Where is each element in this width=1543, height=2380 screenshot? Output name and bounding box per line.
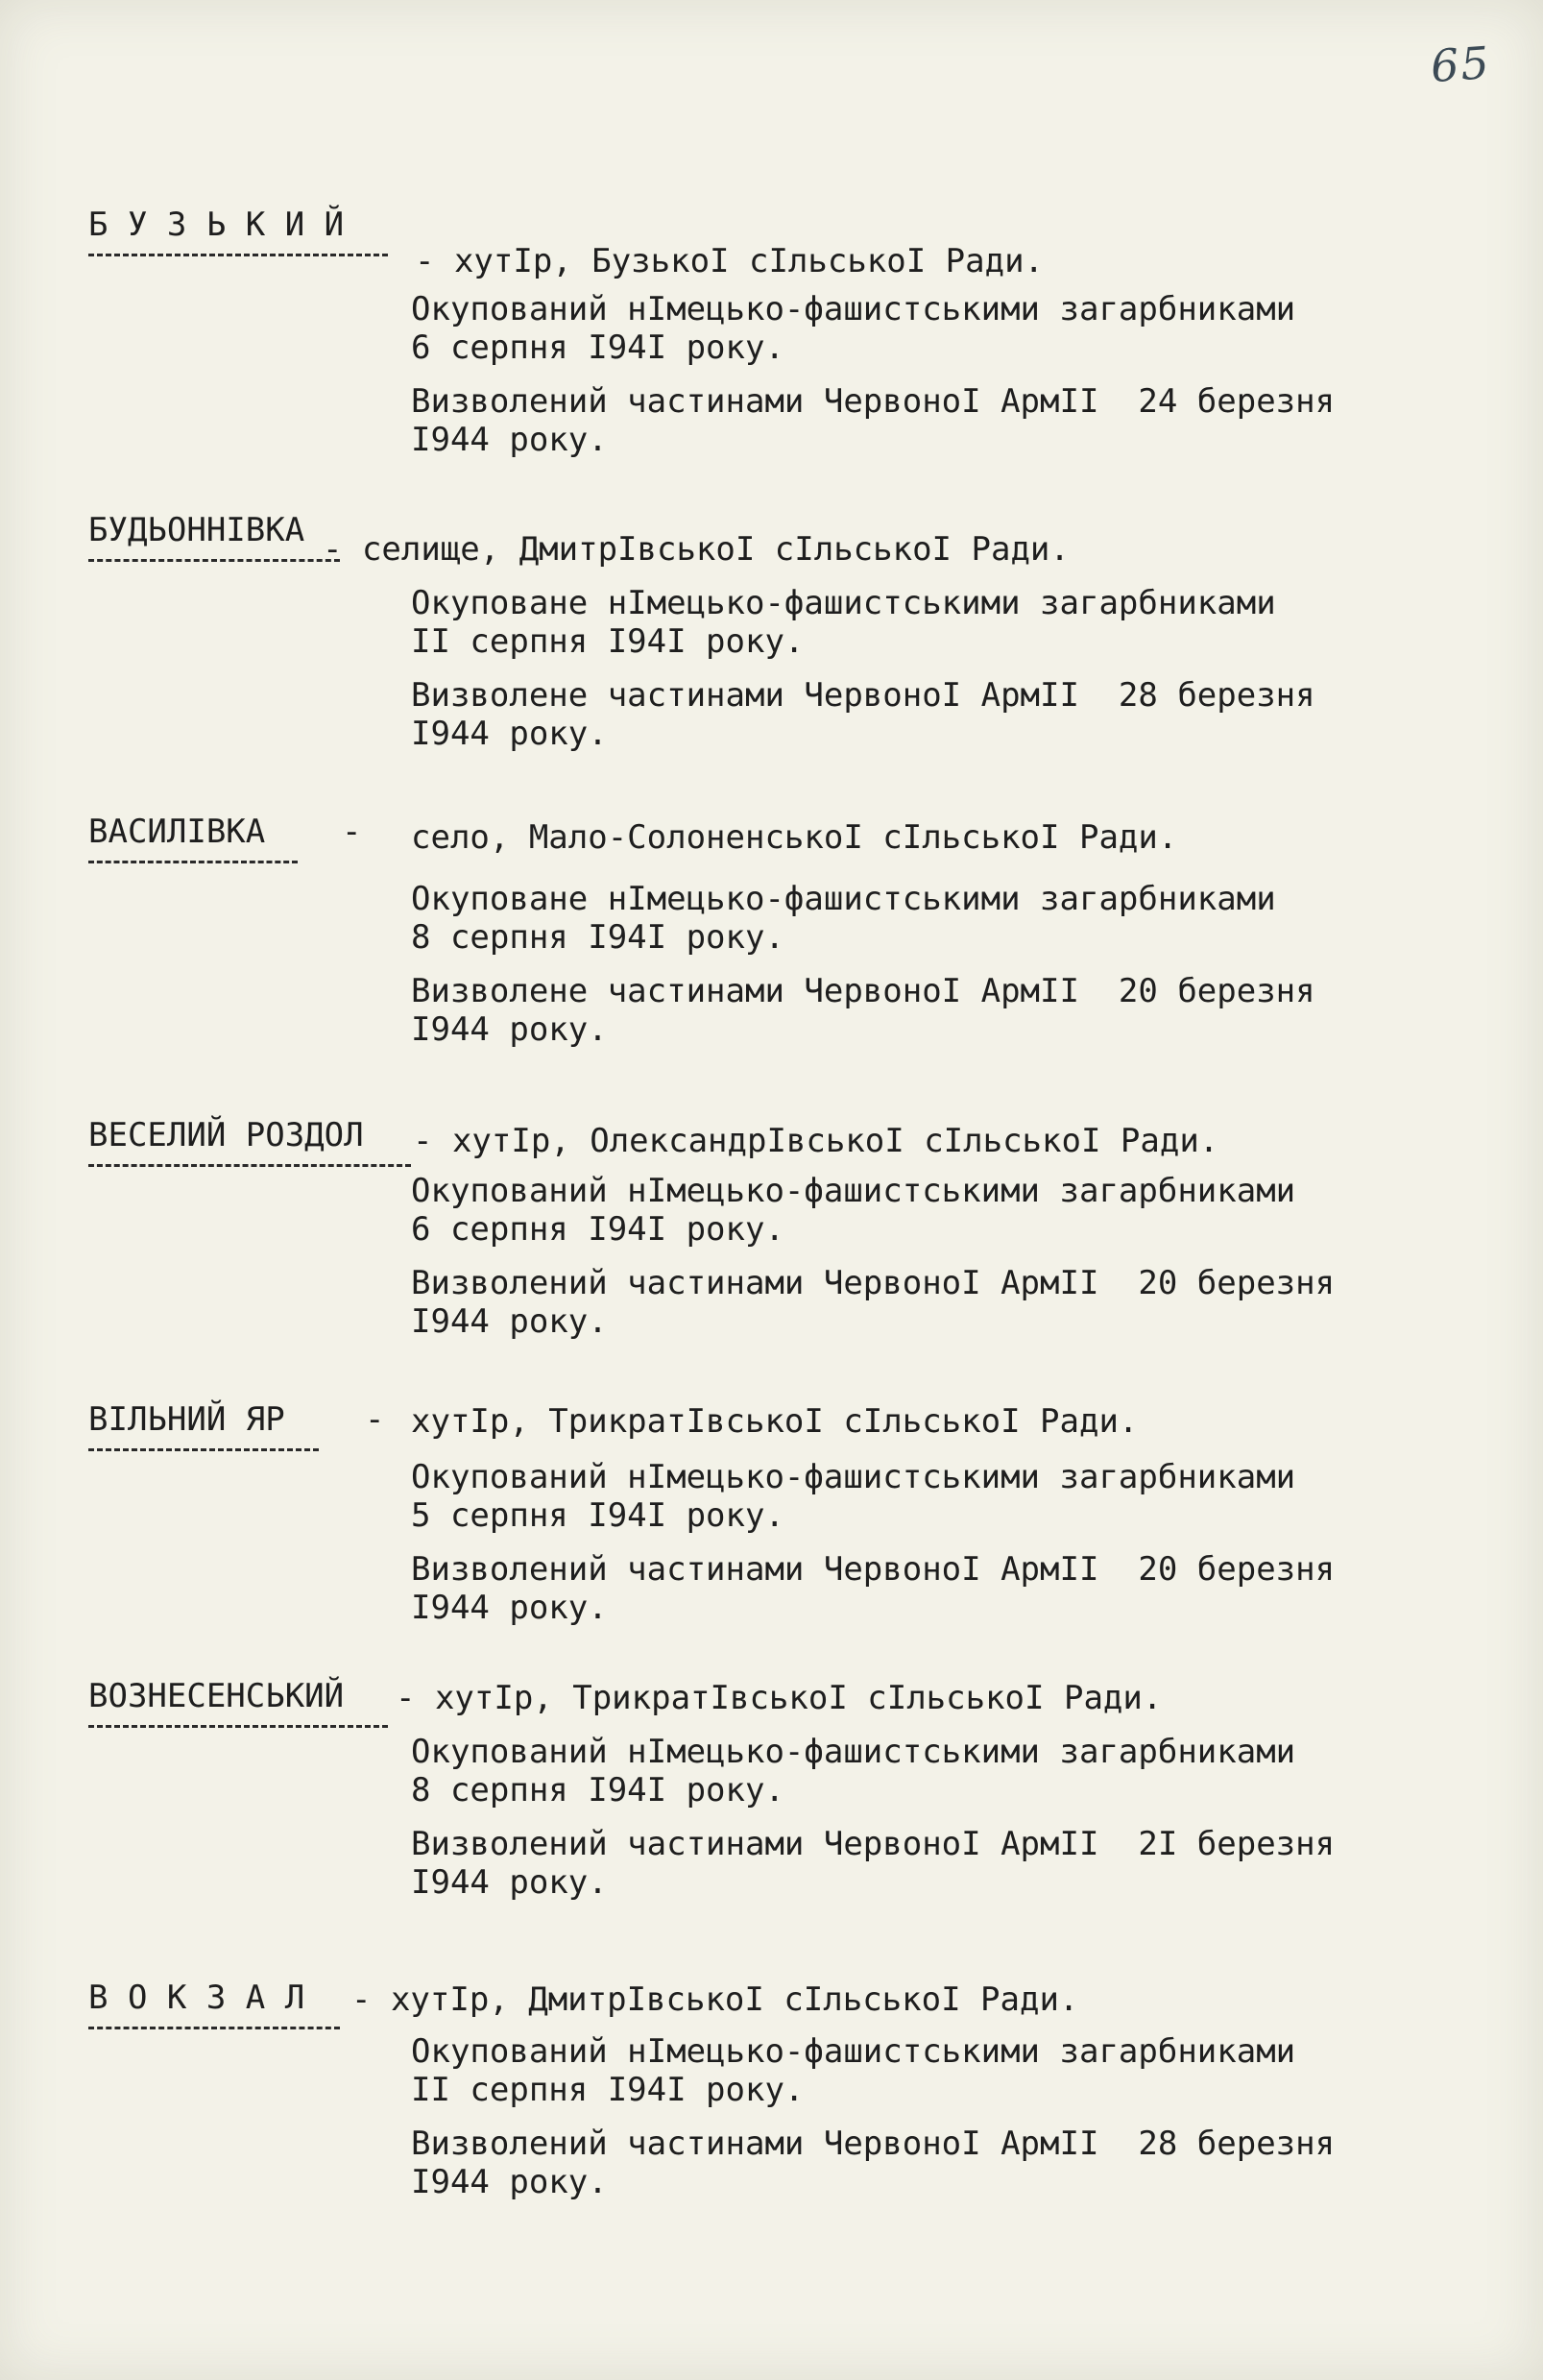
liberation-date: І944 року. <box>411 1010 608 1049</box>
liberation-date: І944 року. <box>411 1863 608 1902</box>
entry-lines <box>413 1116 1507 1160</box>
place-underline <box>88 254 388 262</box>
entry-body <box>411 584 1506 753</box>
separator-dash: - <box>365 1400 385 1439</box>
liberation-line: Визволений частинами ЧервоноІ АрмІІ 20 березня <box>411 1550 1336 1589</box>
occupation-date: 6 серпня І94І року. <box>411 328 784 367</box>
occupation-line: Окуповане нІмецько-фашистськими загарбниками <box>411 584 1276 622</box>
entry-head: - хутІр, ДмитрІвськоІ сІльськоІ Ради. <box>351 1980 1079 2019</box>
place-underline <box>88 559 340 568</box>
entry-body <box>411 1733 1506 1902</box>
liberation-line: Визволений частинами ЧервоноІ АрмІІ 28 березня <box>411 2125 1336 2163</box>
entry-lines <box>411 813 1506 857</box>
place-name: ВАСИЛІВКА <box>88 813 266 851</box>
liberation-line: Визволений частинами ЧервоноІ АрмІІ 24 березня <box>411 382 1336 421</box>
occupation-line: Окупований нІмецько-фашистськими загарбниками <box>411 1733 1296 1771</box>
entry-head: - хутІр, БузькоІ сІльськоІ Ради. <box>415 242 1045 280</box>
occupation-date: 8 серпня І94І року. <box>411 918 784 957</box>
occupation-date: ІІ серпня І94І року. <box>411 622 805 661</box>
place-name: Б У З Ь К И Й <box>88 206 345 244</box>
entry-head: - хутІр, ТрикратІвськоІ сІльськоІ Ради. <box>396 1679 1163 1717</box>
liberation-date: І944 року. <box>411 1302 608 1341</box>
place-underline <box>88 861 298 869</box>
entry-body <box>411 880 1506 1049</box>
entry-body <box>411 1172 1506 1341</box>
place-underline <box>88 1448 319 1457</box>
entry-lines <box>411 206 1506 280</box>
entry-lines <box>351 1979 1446 2019</box>
occupation-date: 6 серпня І94І року. <box>411 1210 784 1249</box>
occupation-line: Окуповане нІмецько-фашистськими загарбниками <box>411 880 1276 918</box>
liberation-date: І944 року. <box>411 1589 608 1627</box>
place-underline <box>88 1164 411 1173</box>
liberation-line: Визволений частинами ЧервоноІ АрмІІ 2І березня <box>411 1825 1336 1863</box>
entry-head: хутІр, ТрикратІвськоІ сІльськоІ Ради. <box>411 1402 1139 1441</box>
place-name: ВОЗНЕСЕНСЬКИЙ <box>88 1677 345 1715</box>
liberation-date: І944 року. <box>411 421 608 459</box>
liberation-line: Визволене частинами ЧервоноІ АрмІІ 20 березня <box>411 972 1315 1010</box>
occupation-date: 5 серпня І94І року. <box>411 1496 784 1535</box>
occupation-date: ІІ серпня І94І року. <box>411 2071 805 2109</box>
liberation-date: І944 року. <box>411 715 608 753</box>
entry-lines <box>396 1677 1490 1717</box>
place-underline <box>88 1725 388 1734</box>
place-name: ВЕСЕЛИЙ РОЗДОЛ <box>88 1116 364 1154</box>
place-name: ВІЛЬНИЙ ЯР <box>88 1400 285 1439</box>
entry-lines <box>323 511 1417 569</box>
occupation-date: 8 серпня І94І року. <box>411 1771 784 1809</box>
place-name: БУДЬОННІВКА <box>88 511 305 549</box>
page-number: 65 <box>1429 36 1493 93</box>
place-underline <box>88 2027 340 2035</box>
entry-head: село, Мало-СолоненськоІ сІльськоІ Ради. <box>411 818 1178 857</box>
liberation-line: Визволений частинами ЧервоноІ АрмІІ 20 березня <box>411 1264 1336 1302</box>
occupation-line: Окупований нІмецько-фашистськими загарбниками <box>411 1458 1296 1496</box>
liberation-line: Визволене частинами ЧервоноІ АрмІІ 28 березня <box>411 676 1315 715</box>
occupation-line: Окупований нІмецько-фашистськими загарбниками <box>411 290 1296 328</box>
entry-lines <box>411 1400 1506 1441</box>
occupation-line: Окупований нІмецько-фашистськими загарбниками <box>411 2032 1296 2071</box>
entry-head: - хутІр, ОлександрІвськоІ сІльськоІ Ради. <box>413 1122 1219 1160</box>
entry-head: - селище, ДмитрІвськоІ сІльськоІ Ради. <box>323 530 1070 569</box>
entry-body <box>411 290 1506 459</box>
place-name: В О К З А Л <box>88 1979 305 2017</box>
liberation-date: І944 року. <box>411 2163 608 2201</box>
occupation-line: Окупований нІмецько-фашистськими загарбниками <box>411 1172 1296 1210</box>
entry-body <box>411 2032 1506 2201</box>
entry-body <box>411 1458 1506 1627</box>
separator-dash: - <box>342 813 362 851</box>
